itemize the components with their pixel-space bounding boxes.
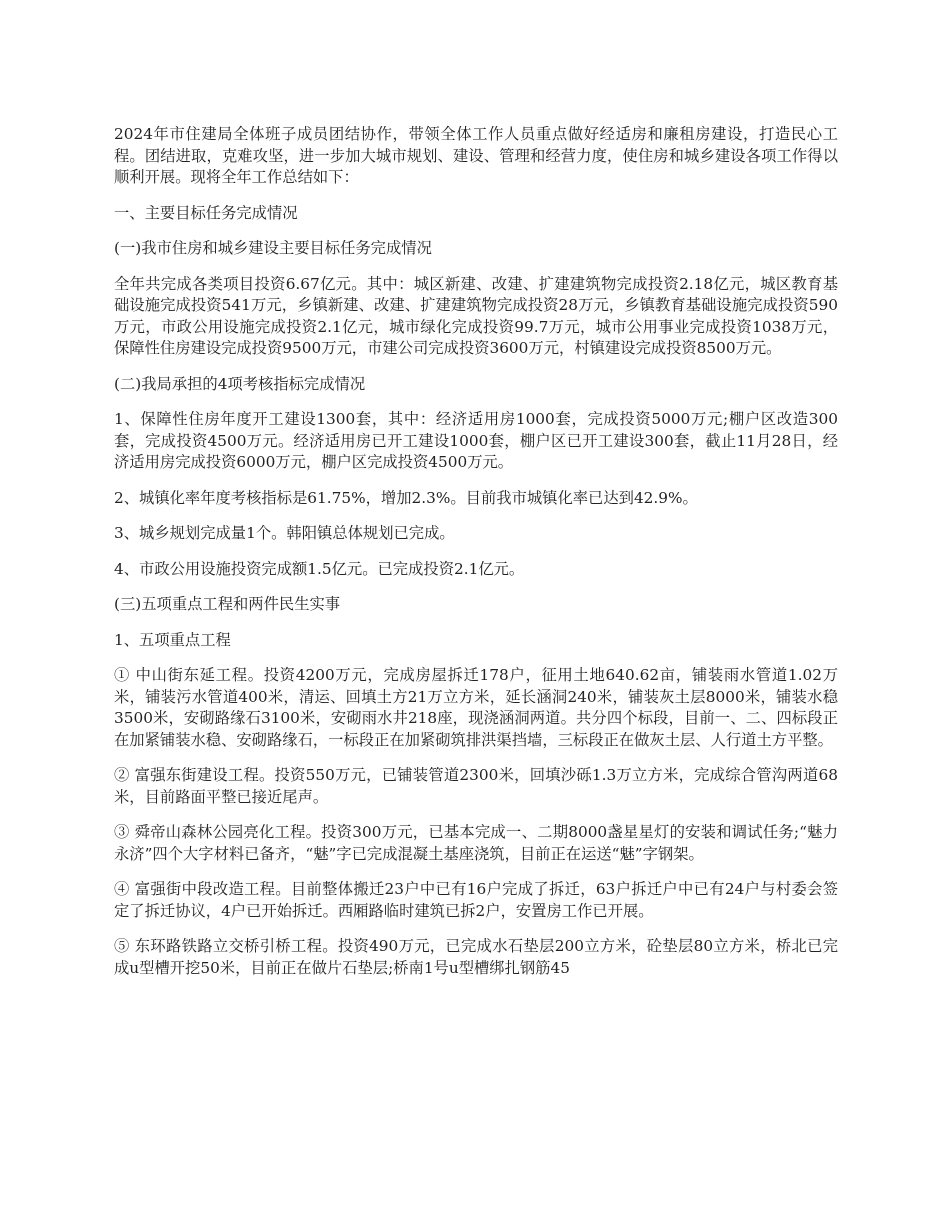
section-heading-1: 一、主要目标任务完成情况 [114, 203, 298, 222]
intro-paragraph: 2024年市住建局全体班子成员团结协作，带领全体工作人员重点做好经适房和廉租房建设，打造民心工程。团结进取，克难攻坚，进一步加大城市规划、建设、管理和经营力度，使住房和城乡建设各项工作得以顺利开展。现将全年工作总结如下： [114, 125, 838, 186]
indicator-item-4: 4、市政公用设施投资完成额1.5亿元。已完成投资2.1亿元。 [114, 559, 525, 578]
project-item-3: ③ 舜帝山森林公园亮化工程。投资300万元，已基本完成一、二期8000盏星星灯的安装和调试任务;“魅力永济”四个大字材料已备齐，“魅”字已完成混凝土基座浇筑，目前正在运送“魅”字钢架。 [114, 823, 838, 863]
project-item-4: ④ 富强街中段改造工程。目前整体搬迁23户中已有16户完成了拆迁，63户拆迁户中已有24户与村委会签定了拆迁协议，4户已开始拆迁。西厢路临时建筑已拆2户，安置房工作已开展。 [114, 880, 838, 920]
investment-paragraph: 全年共完成各类项目投资6.67亿元。其中：城区新建、改建、扩建建筑物完成投资2.18亿元，城区教育基础设施完成投资541万元，乡镇新建、改建、扩建建筑物完成投资28万元，乡镇教育基础设施完成投资590万元，市政公用设施完成投资2.1亿元，城市绿化完成投资99.7万元，城市公用事业完成投资1038万元，保障性住房建设完成投资9500万元，市建公司完成投资3600万元，村镇建设完成投资8500万元。 [114, 274, 838, 357]
subsection-heading-2: (二)我局承担的4项考核指标完成情况 [114, 374, 366, 393]
project-list-heading: 1、五项重点工程 [114, 630, 231, 649]
subsection-heading-3: (三)五项重点工程和两件民生实事 [114, 595, 341, 613]
indicator-item-3: 3、城乡规划完成量1个。韩阳镇总体规划已完成。 [114, 524, 455, 542]
document-body [114, 124, 838, 993]
subsection-heading-1: (一)我市住房和城乡建设主要目标任务完成情况 [114, 239, 432, 257]
project-item-2: ② 富强东街建设工程。投资550万元，已铺装管道2300米，回填沙砾1.3万立方米，完成综合管沟两道68米，目前路面平整已接近尾声。 [114, 766, 838, 806]
project-item-1: ① 中山街东延工程。投资4200万元，完成房屋拆迁178户，征用土地640.62亩，铺装雨水管道1.02万米，铺装污水管道400米，清运、回填土方21万立方米，延长涵洞240米，铺装灰土层8000米，铺装水稳3500米，安砌路缘石3100米，安砌雨水井218座，现浇涵洞两道。共分四个标段，目前一、二、四标段正在加紧铺装水稳、安砌路缘石，一标段正在加紧砌筑排洪渠挡墙，三标段正在做灰土层、人行道土方平整。 [114, 666, 838, 749]
indicator-item-1: 1、保障性住房年度开工建设1300套，其中：经济适用房1000套，完成投资5000万元;棚户区改造300套，完成投资4500万元。经济适用房已开工建设1000套，棚户区已开工建设300套，截止11月28日，经济适用房完成投资6000万元，棚户区完成投资4500万元。 [114, 410, 838, 471]
indicator-item-2: 2、城镇化率年度考核指标是61.75%，增加2.3%。目前我市城镇化率已达到42.9%。 [114, 488, 698, 507]
project-item-5: ⑤ 东环路铁路立交桥引桥工程。投资490万元，已完成水石垫层200立方米，砼垫层80立方米，桥北已完成u型槽开挖50米，目前正在做片石垫层;桥南1号u型槽绑扎钢筋45 [114, 937, 838, 977]
